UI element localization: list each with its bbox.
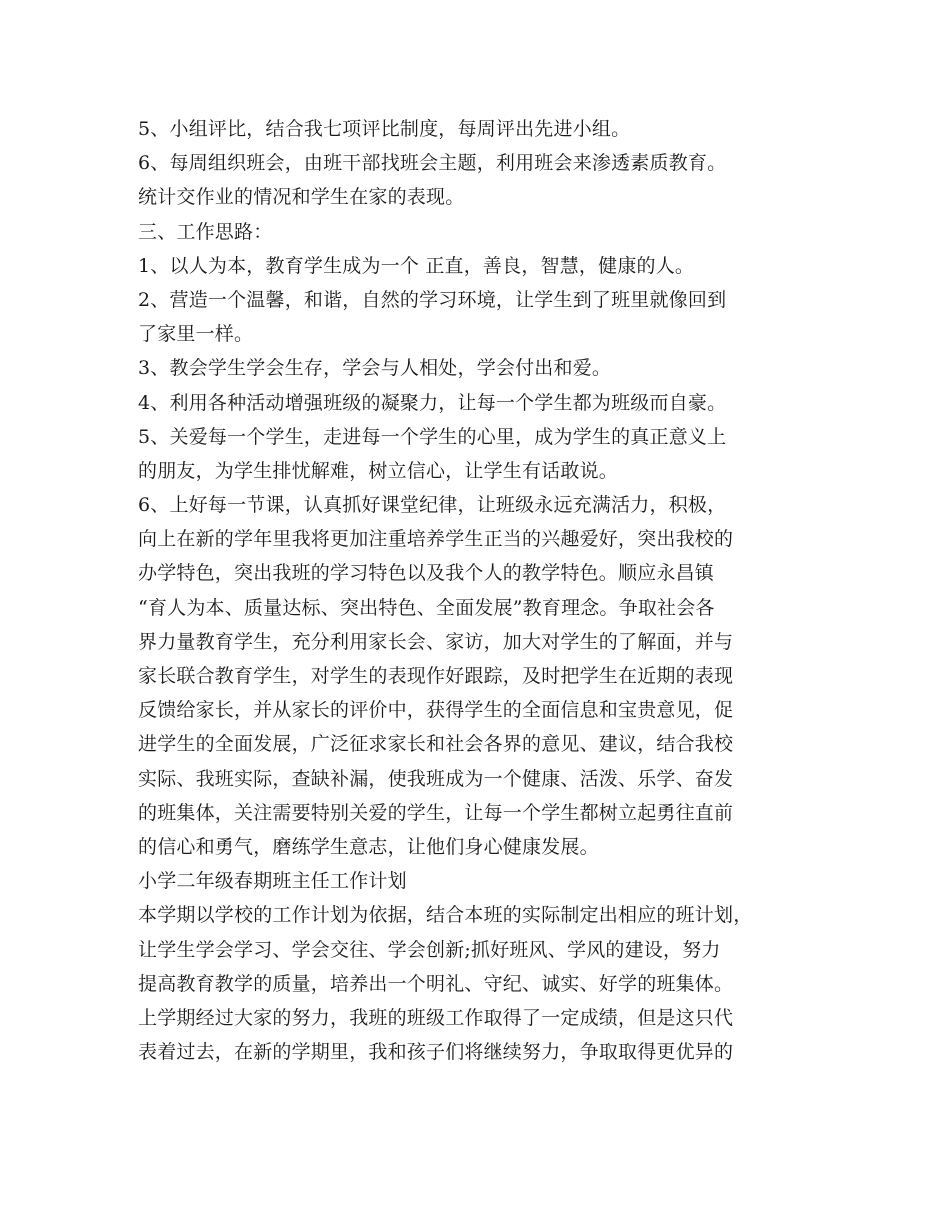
text-line: 2、营造一个温馨，和谐，自然的学习环境，让学生到了班里就像回到	[138, 288, 727, 311]
text-line: 表着过去，在新的学期里，我和孩子们将继续努力，争取取得更优异的	[138, 1041, 734, 1064]
text-line: 了家里一样。	[138, 323, 254, 346]
text-line: 1、以人为本，教育学生成为一个 正直，善良，智慧，健康的人。	[138, 254, 695, 277]
text-line: 本学期以学校的工作计划为依据，结合本班的实际制定出相应的班计划，	[138, 904, 753, 927]
text-line: 5、小组评比，结合我七项评比制度，每周评出先进小组。	[138, 118, 631, 140]
text-line: 反馈给家长，并从家长的评价中，获得学生的全面信息和宝贵意见，促	[138, 699, 734, 722]
text-line: 提高教育教学的质量，培养出一个明礼、守纪、诚实、好学的班集体。	[138, 972, 734, 995]
text-line: 办学特色，突出我班的学习特色以及我个人的教学特色。顺应永昌镇	[138, 562, 715, 585]
text-line: 上学期经过大家的努力，我班的班级工作取得了一定成绩，但是这只代	[138, 1006, 734, 1029]
text-line: 6、上好每一节课，认真抓好课堂纪律，让班级永远充满活力，积极，	[138, 494, 727, 517]
text-line: 进学生的全面发展，广泛征求家长和社会各界的意见、建议，结合我校	[138, 733, 734, 756]
text-line: 的班集体，关注需要特别关爱的学生，让每一个学生都树立起勇往直前	[138, 801, 734, 824]
text-line: 向上在新的学年里我将更加注重培养学生正当的兴趣爱好，突出我校的	[138, 528, 734, 551]
text-line: 让学生学会学习、学会交往、学会创新;抓好班风、学风的建设，努力	[138, 938, 721, 961]
text-line: 家长联合教育学生，对学生的表现作好跟踪，及时把学生在近期的表现	[138, 665, 734, 687]
text-line: 的朋友，为学生排忧解难，树立信心，让学生有话敢说。	[138, 459, 619, 482]
document-title: 小学二年级春期班主任工作计划	[138, 870, 407, 893]
text-line: 实际、我班实际，查缺补漏，使我班成为一个健康、活泼、乐学、奋发	[138, 767, 734, 790]
text-line: 5、关爱每一个学生，走进每一个学生的心里，成为学生的真正意义上	[138, 425, 727, 448]
section-heading: 三、工作思路：	[138, 220, 273, 243]
document-body	[138, 112, 828, 1069]
text-line: 统计交作业的情况和学生在家的表现。	[138, 186, 465, 209]
text-line: 6、每周组织班会，由班干部找班会主题，利用班会来渗透素质教育。	[138, 152, 727, 175]
text-line: 界力量教育学生，充分利用家长会、家访，加大对学生的了解面，并与	[138, 630, 734, 653]
text-line: “育人为本、质量达标、突出特色、全面发展”教育理念。争取社会各	[138, 596, 715, 619]
text-line: 3、教会学生学会生存，学会与人相处，学会付出和爱。	[138, 357, 612, 380]
text-line: 4、利用各种活动增强班级的凝聚力，让每一个学生都为班级而自豪。	[138, 391, 727, 414]
text-line: 的信心和勇气，磨练学生意志，让他们身心健康发展。	[138, 835, 599, 858]
